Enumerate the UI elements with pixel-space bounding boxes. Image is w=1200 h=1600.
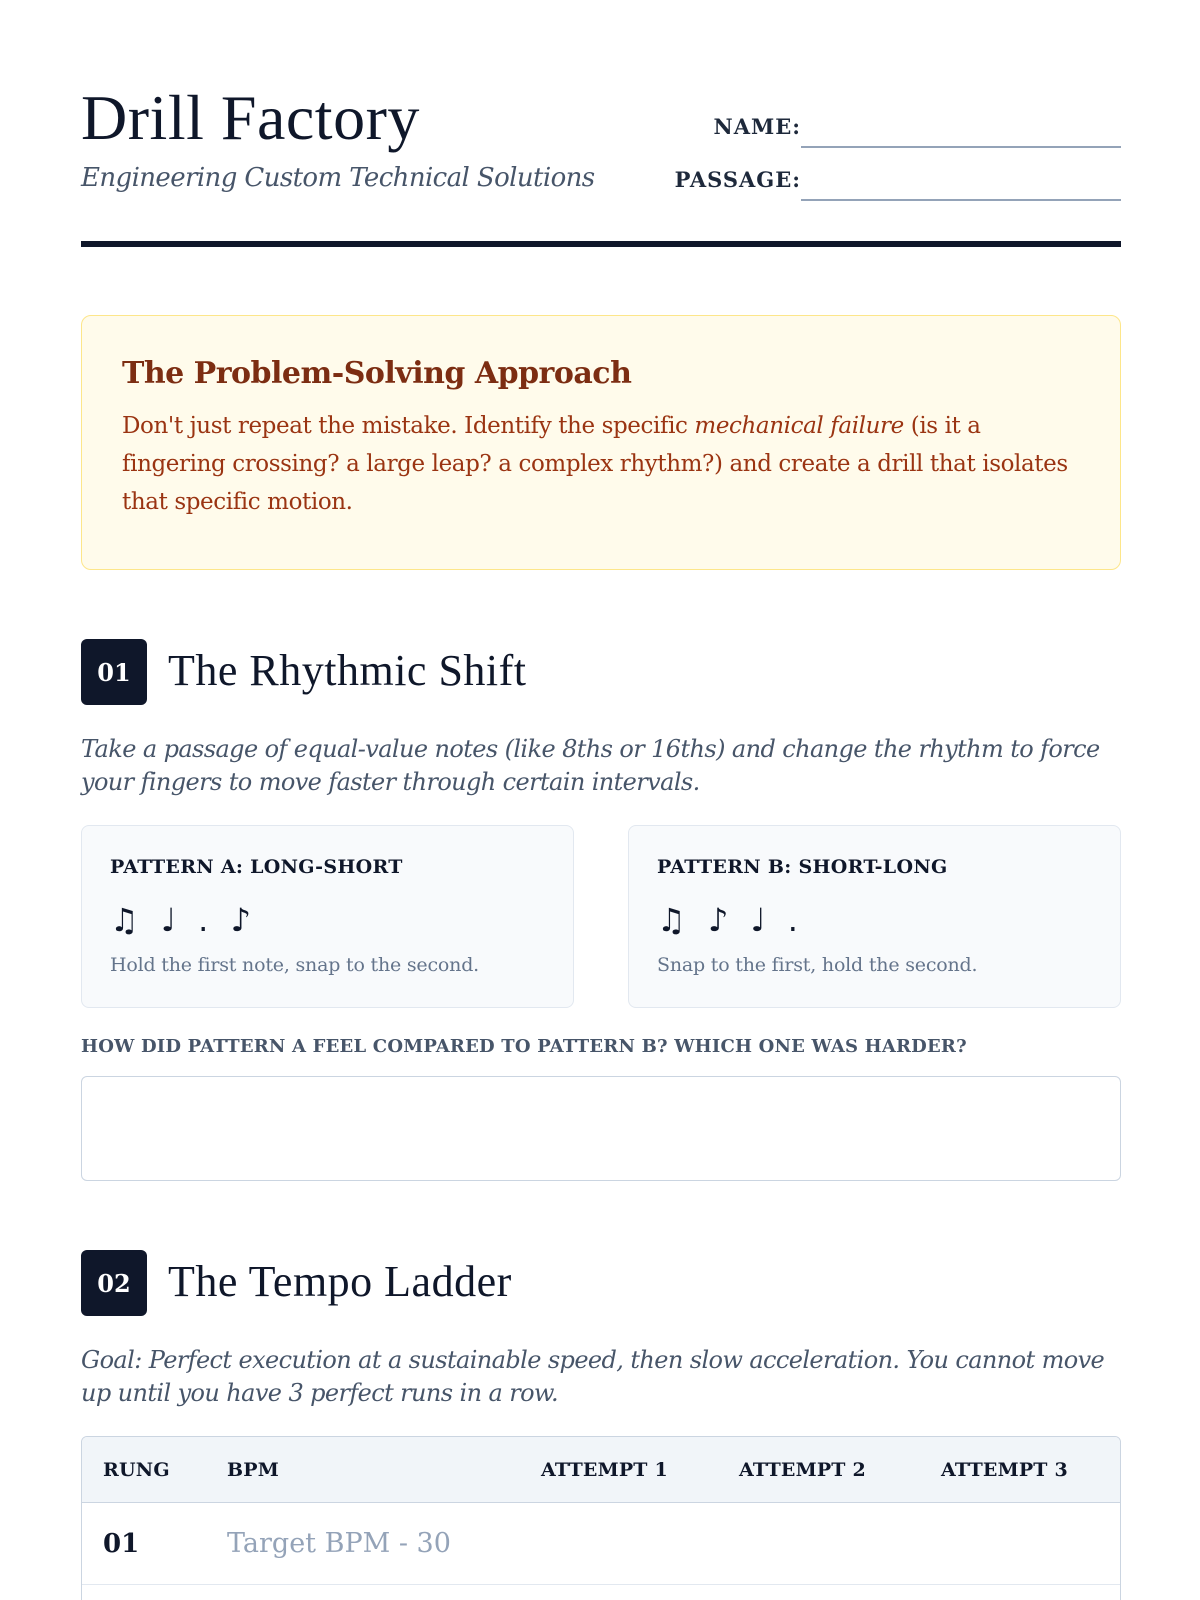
rhythm-notation-icon: ♫ ♪ ♩ . <box>657 901 804 939</box>
reflection-answer-field[interactable] <box>81 1076 1121 1181</box>
rhythm-notation-icon: ♫ ♩ . ♪ <box>110 901 257 939</box>
pattern-hint: Snap to the first, hold the second. <box>657 954 978 976</box>
worksheet-header <box>81 80 1121 250</box>
callout-emphasis: mechanical failure <box>694 413 904 439</box>
table-header <box>82 1437 1120 1503</box>
section-title: The Rhythmic Shift <box>168 646 527 695</box>
attempt-3-cell[interactable] <box>941 1503 1111 1585</box>
tempo-ladder-table <box>81 1436 1121 1600</box>
pattern-card-b <box>628 825 1121 1008</box>
pattern-card-a <box>81 825 574 1008</box>
reflection-question: HOW DID PATTERN A FEEL COMPARED TO PATTERN B? WHICH ONE WAS HARDER? <box>81 1036 967 1057</box>
callout-body <box>122 407 1080 521</box>
column-header-rung: RUNG <box>103 1459 170 1481</box>
callout-body-end: (is it a fingering crossing? a large leap? a complex rhythm?) and create a drill that isolates that specific motion. <box>122 413 1068 515</box>
rung-number: 01 <box>103 1529 140 1559</box>
passage-field[interactable] <box>801 199 1121 201</box>
attempt-1-cell[interactable] <box>541 1503 721 1585</box>
column-header-attempt-1: ATTEMPT 1 <box>541 1459 668 1481</box>
pattern-hint: Hold the first note, snap to the second. <box>110 954 479 976</box>
section-description: Take a passage of equal-value notes (like 8ths or 16ths) and change the rhythm to force your fingers to move faster through certain intervals. <box>81 735 1100 796</box>
pattern-label: PATTERN A: LONG-SHORT <box>110 856 403 878</box>
section-title: The Tempo Ladder <box>168 1257 512 1306</box>
passage-label: PASSAGE: <box>674 167 801 192</box>
table-row <box>82 1503 1120 1585</box>
column-header-attempt-3: ATTEMPT 3 <box>941 1459 1068 1481</box>
page-title: Drill Factory <box>81 82 420 153</box>
header-divider <box>81 241 1121 247</box>
name-label: NAME: <box>713 114 801 139</box>
column-header-bpm: BPM <box>227 1459 279 1481</box>
column-header-attempt-2: ATTEMPT 2 <box>739 1459 866 1481</box>
page-subtitle: Engineering Custom Technical Solutions <box>81 163 595 193</box>
approach-callout <box>81 315 1121 570</box>
section-description: Goal: Perfect execution at a sustainable speed, then slow acceleration. You cannot move up until you have 3 perfect runs in a row. <box>81 1346 1105 1407</box>
pattern-label: PATTERN B: SHORT-LONG <box>657 856 948 878</box>
section-number-badge: 01 <box>81 639 147 705</box>
name-field[interactable] <box>801 146 1121 148</box>
callout-title: The Problem-Solving Approach <box>122 356 632 391</box>
callout-body-start: Don't just repeat the mistake. Identify the specific <box>122 413 695 439</box>
bpm-target[interactable]: Target BPM - 30 <box>227 1528 451 1559</box>
attempt-2-cell[interactable] <box>739 1503 919 1585</box>
section-number-badge: 02 <box>81 1250 147 1316</box>
